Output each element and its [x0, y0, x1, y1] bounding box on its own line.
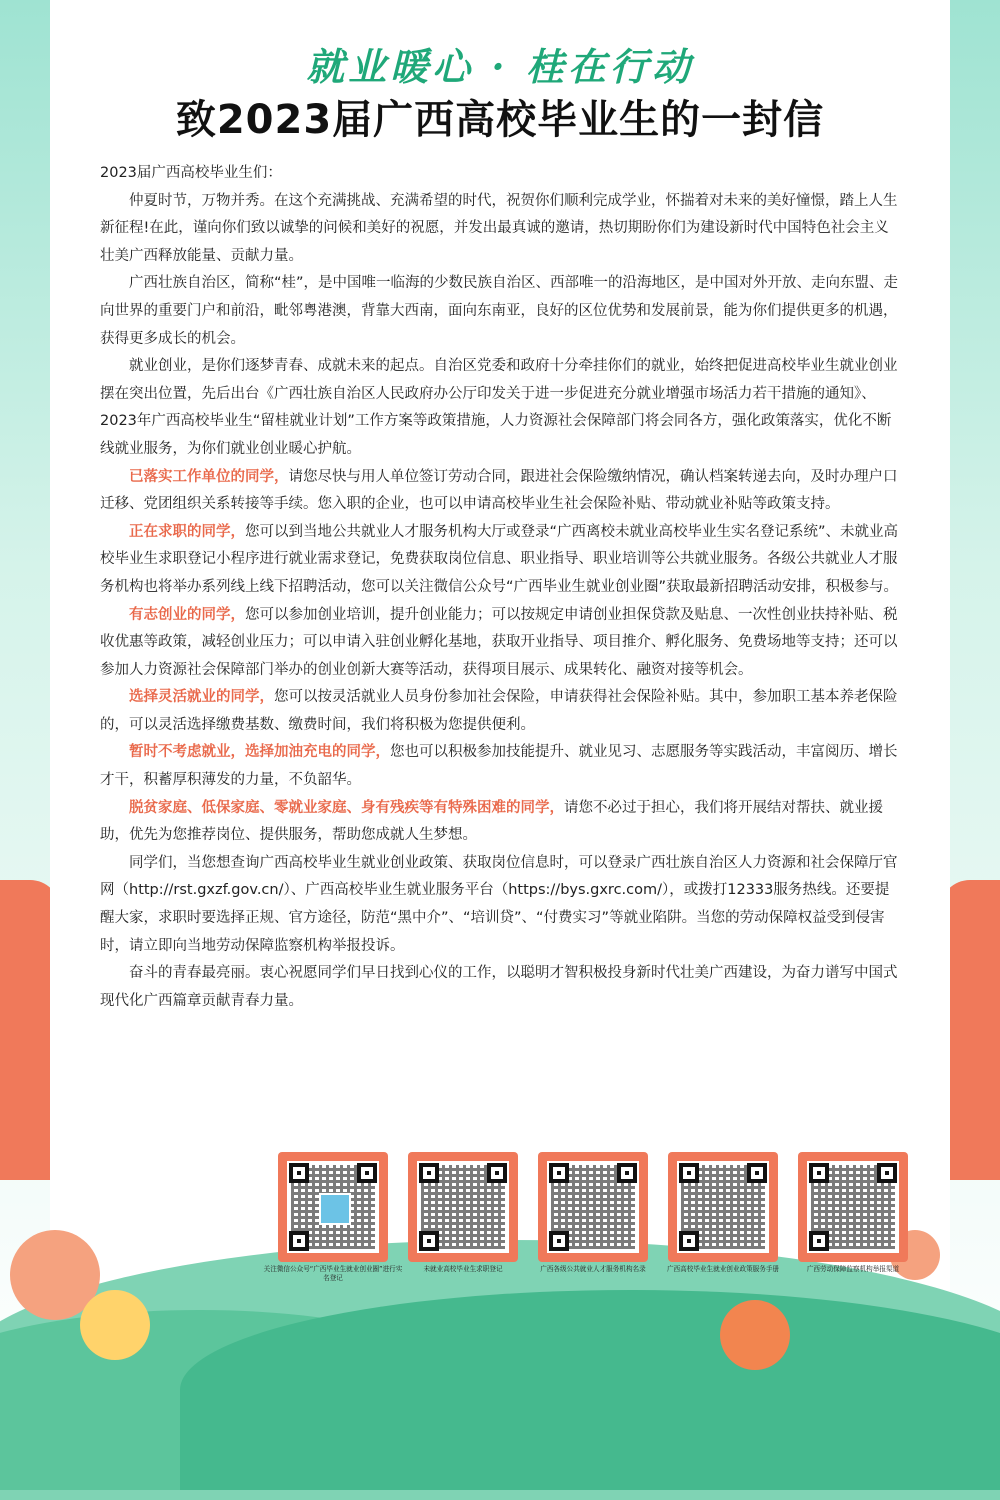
paragraph-text: 您可以到当地公共就业人才服务机构大厅或登录“广西离校未就业高校毕业生实名登记系统”、未就业高校毕业生求职登记小程序进行就业需求登记，免费获取岗位信息、职业指导、职业培训等公共就业服务。各级公共就业人才服务机构也将举办系列线上线下招聘活动，您可以关注微信公众号“广西毕业生就业创业圈”获取最新招聘活动安排，积极参与。 — [100, 523, 899, 595]
qr-code[interactable] — [666, 1152, 780, 1273]
paragraph — [100, 519, 900, 602]
qr-logo-icon — [319, 1193, 351, 1225]
qr-code[interactable] — [408, 1152, 518, 1273]
qr-image — [807, 1161, 899, 1253]
qr-caption: 未就业高校毕业生求职登记 — [423, 1265, 503, 1273]
qr-finder — [877, 1163, 897, 1183]
highlight-text: 暂时不考虑就业，选择加油充电的同学， — [129, 744, 390, 761]
greeting: 2023届广西高校毕业生们： — [100, 165, 282, 181]
paragraph — [100, 464, 900, 519]
qr-image — [287, 1161, 379, 1253]
qr-finder — [419, 1163, 439, 1183]
paragraph-text: 请您不必过于担心，我们将开展结对帮扶、就业援助，优先为您推荐岗位、提供服务，帮助您成就人生梦想。 — [100, 799, 883, 844]
qr-finder — [679, 1163, 699, 1183]
qr-code[interactable] — [798, 1152, 908, 1273]
qr-caption: 广西劳动保障监察机构举报渠道 — [806, 1265, 900, 1273]
qr-finder — [289, 1163, 309, 1183]
paragraph — [100, 684, 900, 739]
qr-code[interactable] — [538, 1152, 648, 1273]
page-title: 致2023届广西高校毕业生的一封信 — [175, 97, 825, 143]
highlight-text: 脱贫家庭、低保家庭、零就业家庭、身有残疾等有特殊困难的同学， — [129, 799, 564, 816]
qr-image — [677, 1161, 769, 1253]
qr-finder — [747, 1163, 767, 1183]
highlight-text: 正在求职的同学， — [129, 523, 245, 540]
highlight-text: 选择灵活就业的同学， — [129, 689, 274, 706]
paragraph — [100, 739, 900, 794]
qr-caption: 关注微信公众号“广西毕业生就业创业圈”进行实名登记 — [263, 1265, 403, 1282]
paragraph — [100, 602, 900, 685]
qr-finder — [617, 1163, 637, 1183]
qr-caption: 广西高校毕业生就业创业政策服务手册 — [666, 1265, 780, 1273]
qr-image — [417, 1161, 509, 1253]
slogan: 就业暖心 · 桂在行动 — [306, 44, 694, 89]
highlight-text: 有志创业的同学， — [129, 606, 245, 623]
flower-decor-icon — [720, 1300, 790, 1370]
qr-finder — [487, 1163, 507, 1183]
qr-finder — [809, 1231, 829, 1251]
qr-finder — [809, 1163, 829, 1183]
qr-code-row — [263, 1152, 918, 1282]
paragraph: 广西壮族自治区，简称“桂”，是中国唯一临海的少数民族自治区、西部唯一的沿海地区，是中国对外开放、走向东盟、走向世界的重要门户和前沿，毗邻粤港澳，背靠大西南，面向东南亚，良好的区位优势和发展前景，能为你们提供更多的机遇，获得更多成长的机会。 — [100, 275, 899, 347]
qr-code[interactable] — [263, 1152, 403, 1282]
paragraph-text: 请您尽快与用人单位签订劳动合同，跟进社会保险缴纳情况，确认档案转递去向，及时办理户口迁移、党团组织关系转接等手续。您入职的企业，也可以申请高校毕业生社会保险补贴、带动就业补贴等政策支持。 — [100, 468, 898, 513]
paragraph: 同学们，当您想查询广西高校毕业生就业创业政策、获取岗位信息时，可以登录广西壮族自治区人力资源和社会保障厅官网（http://rst.gxzf.gov.cn/）、广西高校毕业生就业服务平台（https://bys.gxrc.com/），或拨打12333服务热线。还要提醒大家，求职时要选择正规、官方途径，防范“黑中介”、“培训贷”、“付费实习”等就业陷阱。当您的劳动保障权益受到侵害时，请立即向当地劳动保障监察机构举报投诉。 — [100, 854, 898, 954]
highlight-text: 已落实工作单位的同学， — [129, 468, 289, 485]
qr-finder — [679, 1231, 699, 1251]
qr-finder — [289, 1231, 309, 1251]
paragraph — [100, 795, 900, 850]
paragraph: 仲夏时节，万物并秀。在这个充满挑战、充满希望的时代，祝贺你们顺利完成学业，怀揣着对未来的美好憧憬，踏上人生新征程!在此，谨向你们致以诚挚的问候和美好的祝愿，并发出最真诚的邀请，热切期盼你们为建设新时代中国特色社会主义壮美广西释放能量、贡献力量。 — [100, 192, 898, 264]
paragraph-text: 您也可以积极参加技能提升、就业见习、志愿服务等实践活动，丰富阅历、增长才干，积蓄厚积薄发的力量，不负韶华。 — [100, 744, 898, 789]
paragraph: 奋斗的青春最亮丽。衷心祝愿同学们早日找到心仪的工作，以聪明才智积极投身新时代壮美广西建设，为奋力谱写中国式现代化广西篇章贡献青春力量。 — [100, 965, 898, 1009]
paragraph-text: 您可以参加创业培训，提升创业能力；可以按规定申请创业担保贷款及贴息、一次性创业扶持补贴、税收优惠等政策，减轻创业压力；可以申请入驻创业孵化基地，获取开业指导、项目推介、孵化服务、免费场地等支持；还可以参加人力资源社会保障部门举办的创业创新大赛等活动，获得项目展示、成果转化、融资对接等机会。 — [100, 606, 898, 678]
letter-body — [100, 160, 900, 1015]
qr-finder — [357, 1163, 377, 1183]
qr-finder — [549, 1163, 569, 1183]
flower-decor-icon — [80, 1290, 150, 1360]
qr-caption: 广西各级公共就业人才服务机构名录 — [540, 1265, 646, 1273]
paragraph: 就业创业，是你们逐梦青春、成就未来的起点。自治区党委和政府十分牵挂你们的就业，始终把促进高校毕业生就业创业摆在突出位置，先后出台《广西壮族自治区人民政府办公厅印发关于进一步促进充分就业增强市场活力若干措施的通知》、2023年广西高校毕业生“留桂就业计划”工作方案等政策措施，人力资源社会保障部门将会同各方，强化政策落实，优化不断线就业服务，为你们就业创业暖心护航。 — [100, 358, 898, 457]
qr-image — [547, 1161, 639, 1253]
paragraph-text: 您可以按灵活就业人员身份参加社会保险，申请获得社会保险补贴。其中，参加职工基本养老保险的，可以灵活选择缴费基数、缴费时间，我们将积极为您提供便利。 — [100, 689, 898, 733]
qr-finder — [549, 1231, 569, 1251]
qr-finder — [419, 1231, 439, 1251]
